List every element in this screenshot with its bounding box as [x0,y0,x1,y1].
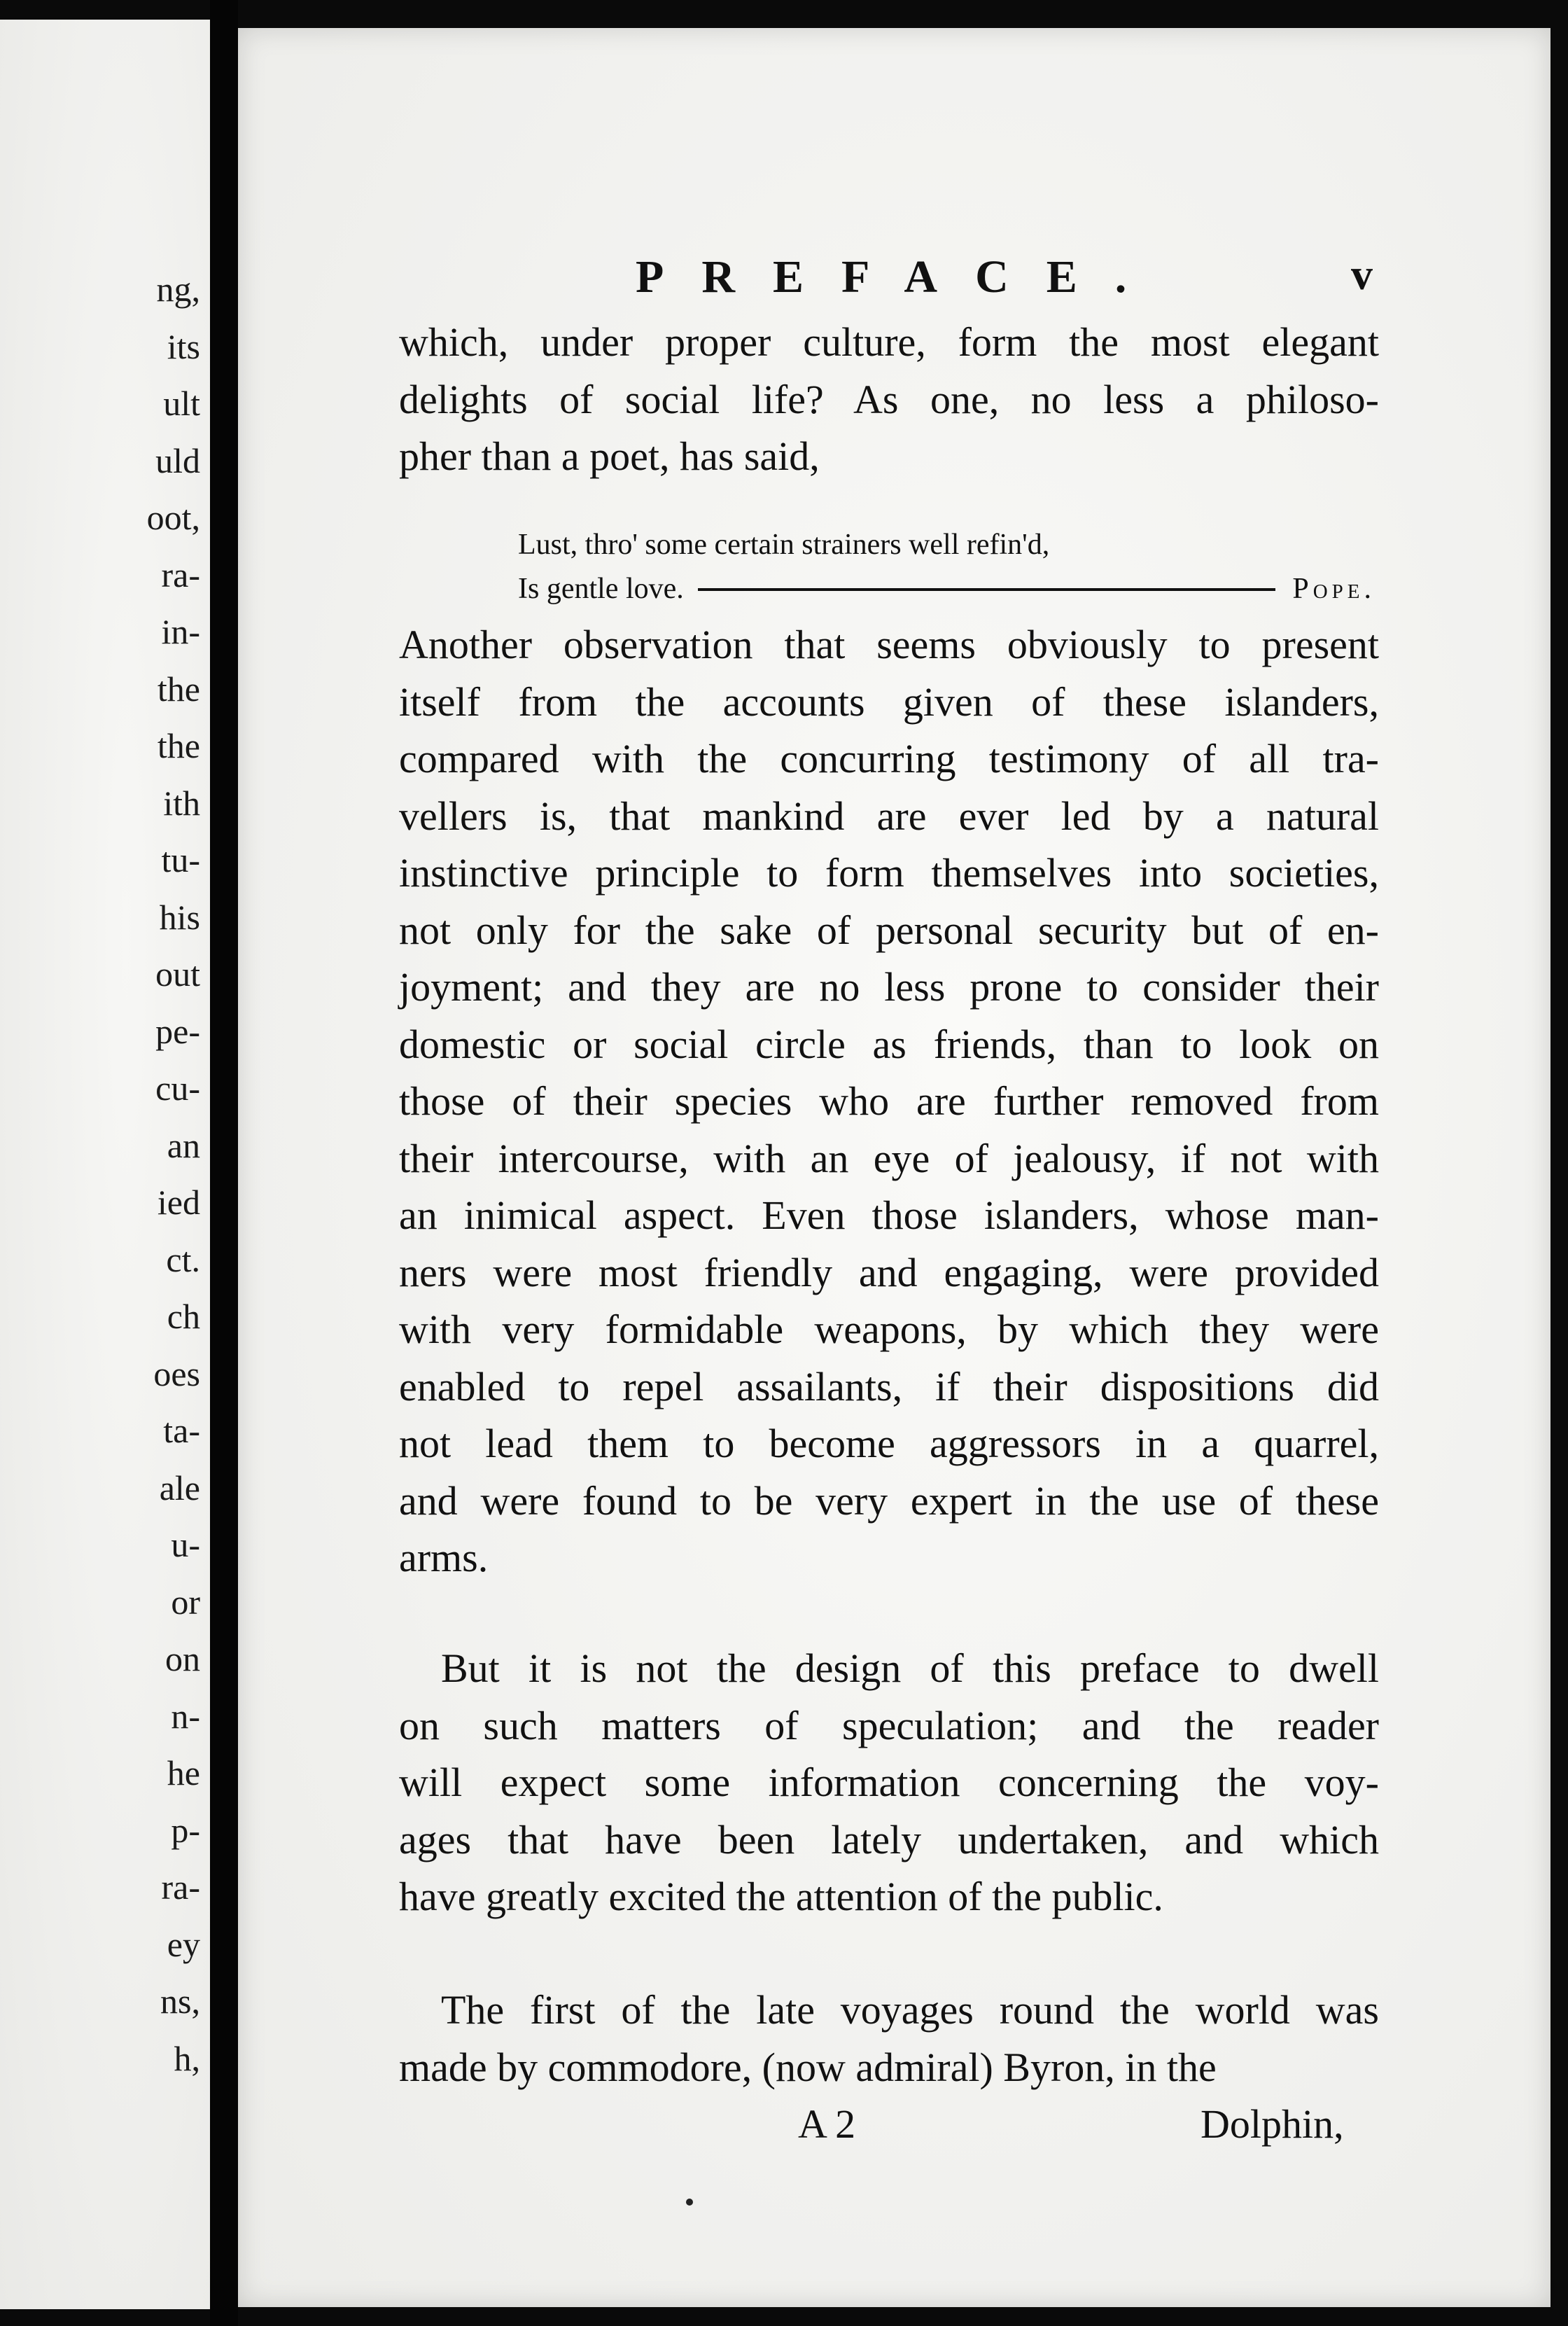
facing-page-word-fragment: ey [167,1924,200,1964]
ink-speck [686,2199,693,2206]
text-line: ners were most friendly and engaging, were provided [399,1249,1379,1295]
text-line: pher than a poet, has said, [399,433,820,479]
running-head: PREFACE. [636,251,1165,302]
text-line: arms. [399,1535,489,1580]
facing-page-word-fragment: ied [157,1183,200,1222]
facing-page-word-fragment: its [167,326,200,366]
facing-page-word-fragment: or [171,1582,200,1622]
text-line: have greatly excited the attention of the public. [399,1874,1163,1919]
catchword: Dolphin, [1200,2101,1344,2147]
facing-page-fragment [0,20,210,2309]
facing-page-word-fragment: the [157,669,200,709]
facing-page-word-fragment: ale [159,1468,200,1507]
text-line: those of their species who are further removed from [399,1078,1379,1124]
facing-page-word-fragment: tu- [161,840,200,879]
verse-quotation [518,523,1376,611]
facing-page-word-fragment: p- [171,1810,200,1850]
facing-page-word-fragment: u- [171,1525,200,1564]
paragraph-1 [399,314,1379,485]
text-line: and were found to be very expert in the use of these [399,1477,1379,1524]
text-line: not only for the sake of personal security but of en- [399,907,1379,953]
verse-attribution: Pope. [1292,573,1376,605]
facing-page-word-fragment: the [157,726,200,765]
text-line: made by commodore, (now admiral) Byron, in the [399,2044,1217,2090]
facing-page-word-fragment: in- [161,612,200,651]
verse-line-1: Lust, thro' some certain strainers well refin'd, [518,529,1050,561]
text-line: domestic or social circle as friends, than to look on [399,1021,1379,1067]
page-header [238,238,1550,301]
text-line: But it is not the design of this preface to dwell [441,1645,1379,1691]
facing-page-word-fragment: oot, [146,498,200,537]
text-line: their intercourse, with an eye of jealousy, if not with [399,1135,1379,1181]
facing-page-word-fragment: an [167,1125,200,1165]
text-line: not lead them to become aggressors in a quarrel, [399,1421,1379,1466]
facing-page-word-fragment: on [165,1639,200,1678]
book-gutter [210,0,238,2326]
text-line: The first of the late voyages round the world was [441,1987,1379,2033]
text-line: itself from the accounts given of these islanders, [399,678,1379,725]
facing-page-word-fragment: ct. [166,1239,200,1279]
facing-page-word-fragment: out [155,954,200,994]
facing-page-word-fragment: n- [171,1696,200,1736]
signature-mark: A 2 [798,2101,856,2147]
facing-page-word-fragment: pe- [155,1011,200,1051]
paragraph-3 [399,1640,1379,1925]
facing-page-word-fragment: ch [167,1297,200,1336]
facing-page-word-fragment: ult [163,384,200,423]
text-line: Another observation that seems obviously to present [399,622,1379,667]
verse-dash [698,588,1276,591]
text-line: delights of social life? As one, no less a philoso- [399,376,1379,422]
facing-page-word-fragment: his [159,897,200,937]
facing-page-word-fragment: cu- [155,1068,200,1108]
text-line: with very formidable weapons, by which they were [399,1307,1379,1352]
text-line: an inimical aspect. Even those islanders, whose man- [399,1192,1379,1238]
facing-page-word-fragment: ra- [161,1867,200,1907]
text-line: on such matters of speculation; and the reader [399,1702,1379,1748]
paragraph-4 [399,1982,1379,2096]
facing-page-word-fragment: h, [174,2038,200,2078]
text-line: which, under proper culture, form the most elegant [399,319,1379,365]
text-line: will expect some information concerning the voy- [399,1760,1379,1805]
text-line: ages that have been lately undertaken, and which [399,1816,1379,1862]
facing-page-word-fragment: ta- [163,1411,200,1450]
facing-page-word-fragment: ra- [161,555,200,594]
text-line: enabled to repel assailants, if their dispositions did [399,1363,1379,1409]
facing-page-word-fragment: ng, [156,270,200,309]
text-line: vellers is, that mankind are ever led by a natural [399,793,1379,839]
text-line: compared with the concurring testimony of all tra- [399,736,1379,781]
facing-page-word-fragment: oes [153,1353,200,1393]
facing-page-word-fragment: uld [155,440,200,480]
text-line: instinctive principle to form themselves into societies, [399,850,1379,896]
paragraph-2 [399,616,1379,1587]
text-line: joyment; and they are no less prone to consider their [399,964,1379,1010]
verse-line-2-text: Is gentle love. [518,573,684,605]
verse-line-2 [518,567,1376,611]
page-number: v [1351,251,1373,299]
facing-page-word-fragment: ith [163,783,200,823]
facing-page-word-fragment: he [167,1753,200,1792]
facing-page-word-fragment: ns, [160,1982,200,2021]
book-page [238,28,1550,2307]
